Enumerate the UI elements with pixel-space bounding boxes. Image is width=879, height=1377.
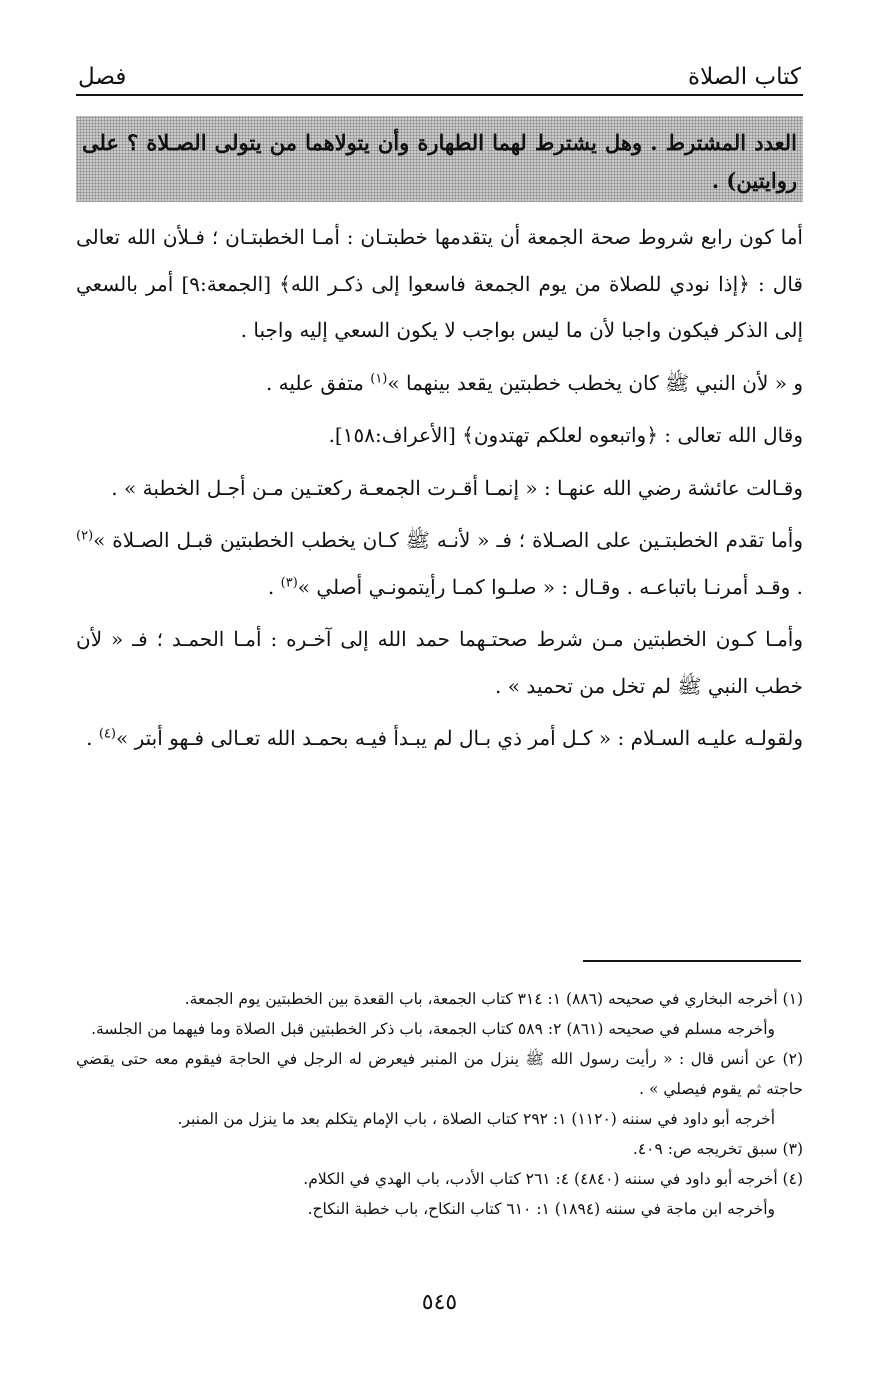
footnote-1: (١) أخرجه البخاري في صحيحه (٨٨٦) ١: ٣١٤ كتاب الجمعة، باب القعدة بين الخطبتين يوم الجمعة. xyxy=(184,990,803,1008)
body-text xyxy=(76,214,803,768)
running-head-section: فصل xyxy=(78,64,127,90)
footnote-ref-4: (٤) xyxy=(98,726,116,742)
footnote-4-continuation: وأخرجه ابن ماجة في سننه (١٨٩٤) ١: ٦١٠ كتاب النكاح، باب خطبة النكاح. xyxy=(307,1200,775,1218)
footnote-1-continuation: وأخرجه مسلم في صحيحه (٨٦١) ٢: ٥٨٩ كتاب الجمعة، باب ذكر الخطبتين قبل الصلاة وما فيهما من الجلسة. xyxy=(91,1020,775,1038)
paragraph-7-text: ولقولـه عليـه السـلام : « كـل أمر ذي بـال لم يبـدأ فيـه بحمـد الله تعـالى فـهو أبتر » xyxy=(115,726,803,750)
paragraph-5 xyxy=(76,517,803,610)
paragraph-1: أما كون رابع شروط صحة الجمعة أن يتقدمها خطبتـان : أمـا الخطبتـان ؛ فـلأن الله تعالى قال : ﴿إذا نودي للصلاة من يوم الجمعة فاسعوا إلى ذكـر الله﴾ [الجمعة:٩] أمر بالسعي إلى الذكر فيكون واجبا لأن ما ليس بواجب لا يكون السعي إليه واجبا . xyxy=(76,225,803,342)
footnote-3: (٣) سبق تخريجه ص: ٤٠٩. xyxy=(632,1140,803,1158)
footnote-ref-1: (١) xyxy=(370,370,388,386)
footnote-ref-3: (٣) xyxy=(280,574,298,590)
paragraph-3: وقال الله تعالى : ﴿واتبعوه لعلكم تهتدون﴾ [الأعراف:١٥٨]. xyxy=(328,423,803,447)
paragraph-6: وأمـا كـون الخطبتين مـن شرط صحتـهما حمد الله إلى آخـره : أمـا الحمـد ؛ فـ « لأن خطب النبي ﷺ لم تخل من تحميد » . xyxy=(76,627,803,698)
paragraph-4: وقـالت عائشة رضي الله عنهـا : « إنمـا أقـرت الجمعـة ركعتـين مـن أجـل الخطبة » . xyxy=(111,475,803,500)
paragraph-2 xyxy=(76,360,803,407)
footnote-4: (٤) أخرجه أبو داود في سننه (٤٨٤٠) ٤: ٢٦١ كتاب الأدب، باب الهدي في الكلام. xyxy=(303,1170,803,1188)
footnote-rule xyxy=(583,960,801,962)
footnote-ref-2: (٢) xyxy=(76,528,94,544)
running-head xyxy=(78,50,801,90)
paragraph-5-middle: . وقـد أمرنـا باتباعـه . وقـال : « صلـوا كمـا رأيتمونـي أصلي » xyxy=(297,574,803,599)
header-rule xyxy=(76,94,803,96)
paragraph-2-tail: متفق عليه . xyxy=(265,370,371,395)
footnote-2-continuation: أخرجه أبو داود في سننه (١١٢٠) ١: ٢٩٢ كتاب الصلاة ، باب الإمام يتكلم بعد ما ينزل من المنبر. xyxy=(177,1110,775,1128)
footnote-2: (٢) عن أنس قال : « رأيت رسول الله ﷺ ينزل من المنبر فيعرض له الرجل في الحاجة فيقوم معه حتى يقضي حاجته ثم يقوم فيصلي » . xyxy=(76,1050,803,1098)
shaded-matn-heading: العدد المشترط . وهل يشترط لهما الطهارة وأن يتولاهما من يتولى الصـلاة ؟ على روايتين) . xyxy=(76,116,803,202)
paragraph-2-text: و « لأن النبي ﷺ كان يخطب خطبتين يقعد بينهما » xyxy=(387,370,803,395)
paragraph-7 xyxy=(76,715,803,762)
running-head-book-title: كتاب الصلاة xyxy=(688,64,801,90)
paragraph-7-tail: . xyxy=(86,726,99,750)
paragraph-5-tail: . xyxy=(267,574,281,599)
page-number: ٥٤٥ xyxy=(421,1290,458,1315)
paragraph-5-text: وأما تقدم الخطبتـين على الصـلاة ؛ فـ « لأنـه ﷺ كـان يخطب الخطبتين قبـل الصـلاة » xyxy=(93,528,803,552)
footnotes xyxy=(76,984,803,1224)
